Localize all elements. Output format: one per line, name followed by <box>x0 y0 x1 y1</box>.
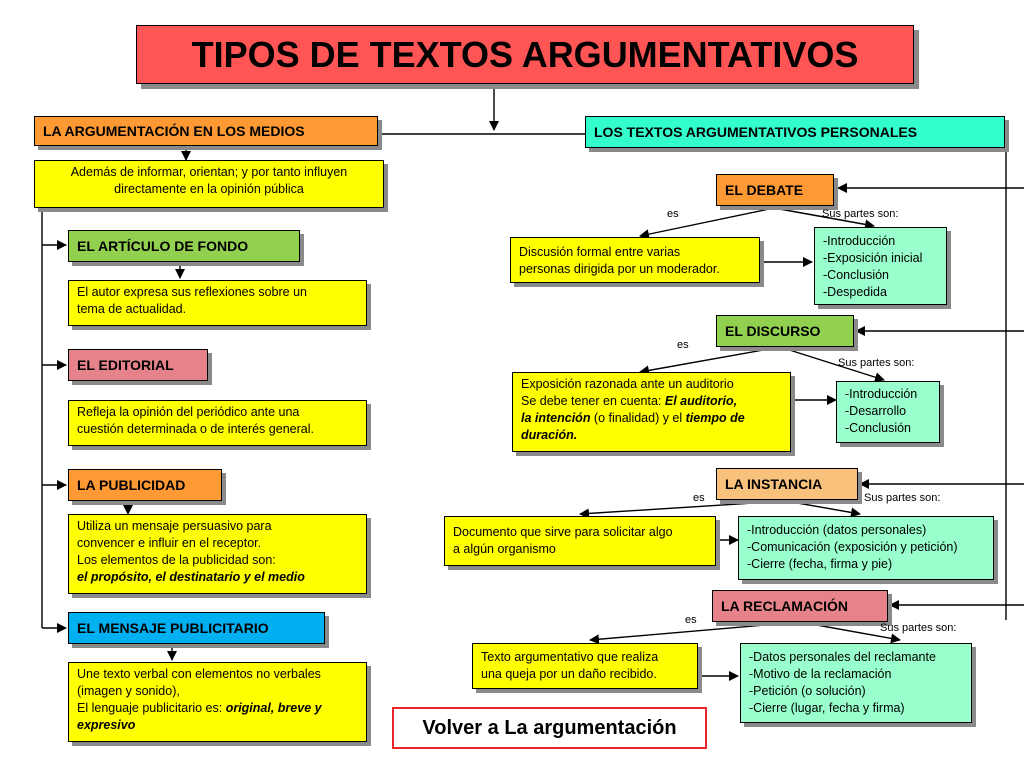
discurso-partes-label: Sus partes son: <box>838 357 915 369</box>
discurso-parts <box>836 381 940 443</box>
reclamacion-part: -Cierre (lugar, fecha y firma) <box>749 701 905 715</box>
discurso-desc-em: duración. <box>521 428 578 442</box>
publicidad-desc <box>68 514 367 594</box>
discurso-desc <box>512 372 791 452</box>
publicidad-elements: el propósito, el destinatario y el medio <box>77 570 305 584</box>
publicidad-desc-line: Los elementos de la publicidad son: <box>77 553 276 567</box>
reclamacion-part: -Datos personales del reclamante <box>749 650 936 664</box>
discurso-title-text: EL DISCURSO <box>725 323 821 339</box>
personales-heading <box>585 116 1005 148</box>
reclamacion-part: -Motivo de la reclamación <box>749 667 892 681</box>
discurso-desc-plain: (o finalidad) y el <box>590 411 686 425</box>
articulo-desc <box>68 280 367 326</box>
discurso-desc-line <box>521 393 782 410</box>
publicidad-title-text: LA PUBLICIDAD <box>77 477 186 493</box>
editorial-title-text: EL EDITORIAL <box>77 357 174 373</box>
debate-parts <box>814 227 947 305</box>
publicidad-desc-line: Utiliza un mensaje persuasivo para <box>77 519 272 533</box>
articulo-title <box>68 230 300 262</box>
instancia-part: -Introducción (datos personales) <box>747 523 927 537</box>
mensaje-desc-line: Une texto verbal con elementos no verbales <box>77 667 321 681</box>
instancia-part: -Cierre (fecha, firma y pie) <box>747 557 893 571</box>
discurso-title <box>716 315 854 347</box>
instancia-desc-line: Documento que sirve para solicitar algo <box>453 525 673 539</box>
debate-part: -Exposición inicial <box>823 251 923 265</box>
reclamacion-title-text: LA RECLAMACIÓN <box>721 598 849 614</box>
discurso-desc-line <box>521 410 782 427</box>
back-link-button[interactable] <box>392 707 707 749</box>
instancia-desc-line: a algún organismo <box>453 542 556 556</box>
articulo-desc-line: El autor expresa sus reflexiones sobre un <box>77 285 307 299</box>
instancia-es-label: es <box>693 492 705 504</box>
publicidad-desc-line: convencer e influir en el receptor. <box>77 536 262 550</box>
mensaje-title <box>68 612 325 644</box>
instancia-part: -Comunicación (exposición y petición) <box>747 540 958 554</box>
back-link-label: Volver a La argumentación <box>422 716 677 739</box>
mensaje-desc-plain: El lenguaje publicitario es: <box>77 701 226 715</box>
mensaje-desc <box>68 662 367 742</box>
discurso-es-label: es <box>677 339 689 351</box>
debate-part: -Conclusión <box>823 268 890 282</box>
medios-heading <box>34 116 378 146</box>
debate-title <box>716 174 834 206</box>
reclamacion-desc-line: Texto argumentativo que realiza <box>481 650 659 664</box>
editorial-desc <box>68 400 367 446</box>
mensaje-desc-line <box>77 700 358 717</box>
debate-desc-line: Discusión formal entre varias <box>519 245 681 259</box>
reclamacion-desc <box>472 643 698 689</box>
discurso-part: -Desarrollo <box>845 404 907 418</box>
mensaje-desc-line: (imagen y sonido), <box>77 684 180 698</box>
personales-heading-text: LOS TEXTOS ARGUMENTATIVOS PERSONALES <box>594 124 918 140</box>
articulo-desc-line: tema de actualidad. <box>77 302 187 316</box>
editorial-desc-line: cuestión determinada o de interés general. <box>77 422 314 436</box>
instancia-title-text: LA INSTANCIA <box>725 476 823 492</box>
publicidad-title <box>68 469 222 501</box>
instancia-title <box>716 468 858 500</box>
reclamacion-part: -Petición (o solución) <box>749 684 866 698</box>
debate-part: -Despedida <box>823 285 887 299</box>
debate-title-text: EL DEBATE <box>725 182 804 198</box>
reclamacion-title <box>712 590 888 622</box>
editorial-desc-line: Refleja la opinión del periódico ante una <box>77 405 300 419</box>
discurso-part: -Conclusión <box>845 421 912 435</box>
mensaje-desc-em: original, breve y <box>225 701 322 715</box>
reclamacion-parts <box>740 643 972 723</box>
debate-partes-label: Sus partes son: <box>822 208 899 220</box>
debate-desc-line: personas dirigida por un moderador. <box>519 262 720 276</box>
discurso-desc-em: la intención <box>521 411 591 425</box>
medios-intro <box>34 160 384 208</box>
instancia-partes-label: Sus partes son: <box>864 492 941 504</box>
editorial-title <box>68 349 208 381</box>
discurso-desc-plain: Se debe tener en cuenta: <box>521 394 665 408</box>
page-title <box>136 25 914 84</box>
discurso-part: -Introducción <box>845 387 918 401</box>
medios-intro-line: Además de informar, orientan; y por tanto influyen <box>70 165 348 179</box>
instancia-parts <box>738 516 994 580</box>
debate-desc <box>510 237 760 283</box>
debate-es-label: es <box>667 208 679 220</box>
mensaje-title-text: EL MENSAJE PUBLICITARIO <box>77 620 269 636</box>
medios-heading-text: LA ARGUMENTACIÓN EN LOS MEDIOS <box>43 123 305 139</box>
discurso-desc-line: Exposición razonada ante un auditorio <box>521 377 734 391</box>
medios-intro-line: directamente en la opinión pública <box>114 182 304 196</box>
reclamacion-es-label: es <box>685 614 697 626</box>
discurso-desc-em: El auditorio, <box>664 394 738 408</box>
instancia-desc <box>444 516 716 566</box>
mensaje-desc-em: expresivo <box>77 718 136 732</box>
page-title-text: TIPOS DE TEXTOS ARGUMENTATIVOS <box>191 33 859 75</box>
reclamacion-desc-line: una queja por un daño recibido. <box>481 667 657 681</box>
articulo-title-text: EL ARTÍCULO DE FONDO <box>77 238 249 254</box>
reclamacion-partes-label: Sus partes son: <box>880 622 957 634</box>
debate-part: -Introducción <box>823 234 896 248</box>
discurso-desc-em: tiempo de <box>685 411 745 425</box>
